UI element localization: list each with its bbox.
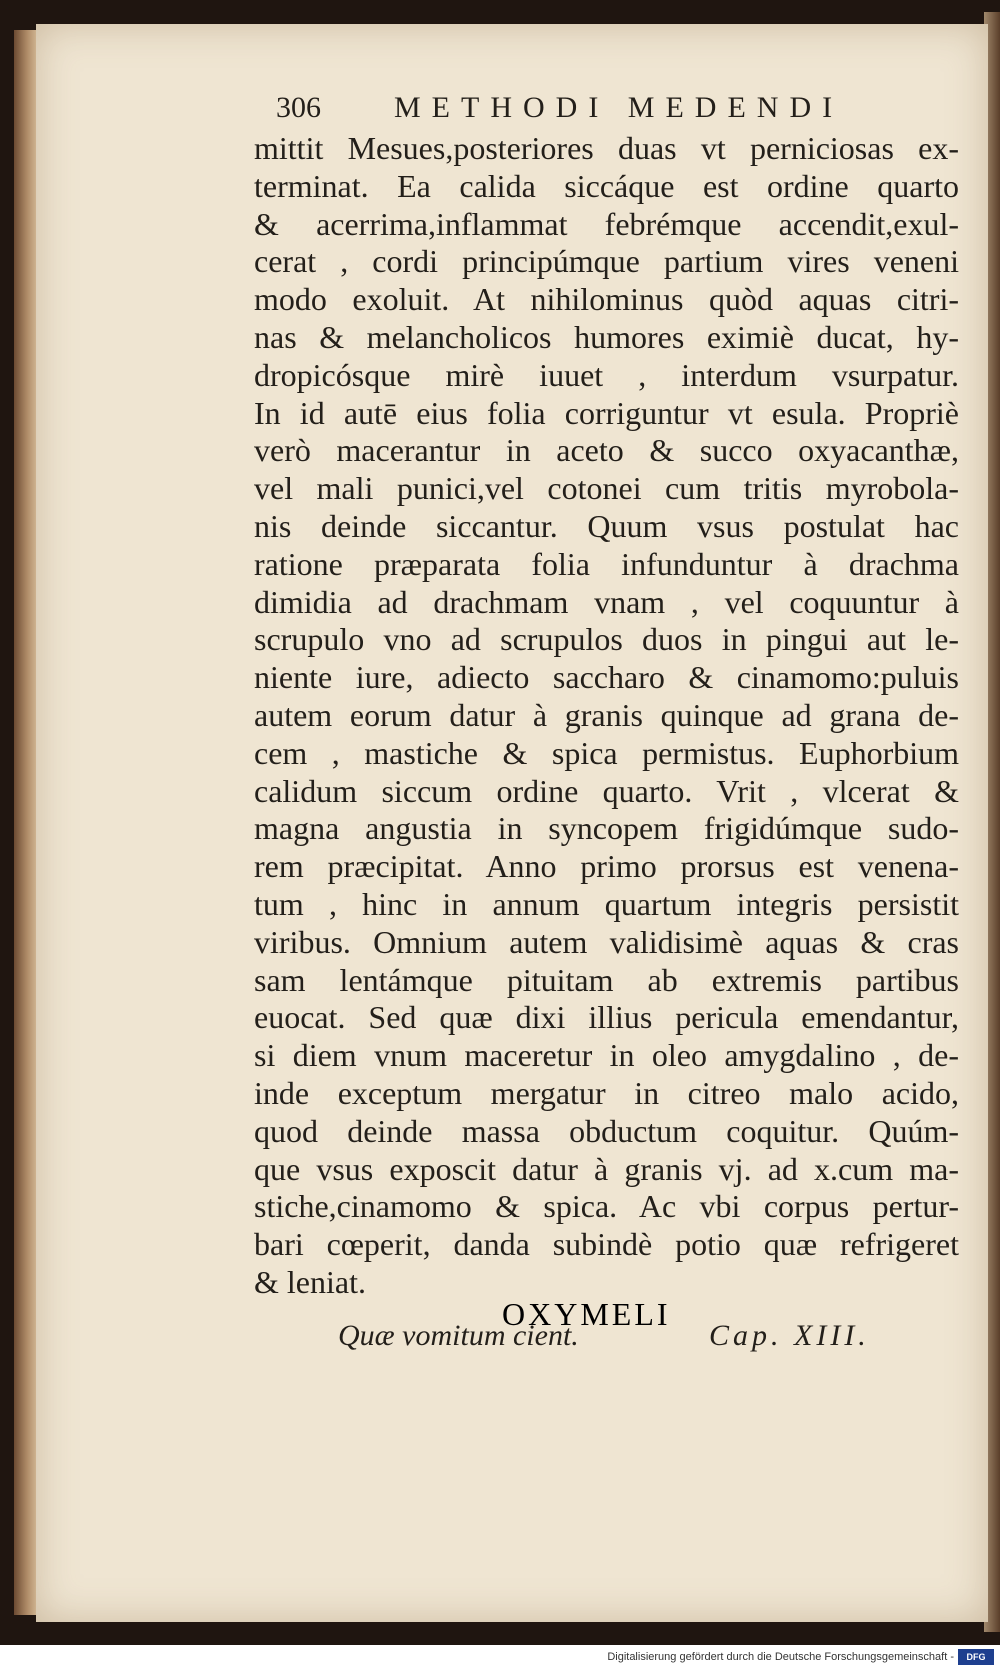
dfg-logo: DFG xyxy=(958,1649,994,1665)
running-head-title: METHODI MEDENDI xyxy=(394,91,844,124)
text-line: viribus. Omnium autem validisimè aquas & cras xyxy=(254,923,959,960)
text-line: calidum siccum ordine quarto. Vrit , vlcerat & xyxy=(254,772,959,809)
text-line: si diem vnum maceretur in oleo amygdalino , de- xyxy=(254,1037,959,1074)
chapter-number: Cap. XIII. xyxy=(709,1318,870,1352)
text-line: mittit Mesues,posteriores duas vt perniciosas ex- xyxy=(254,130,959,166)
text-line: inde exceptum mergatur in citreo malo acido, xyxy=(254,1074,959,1111)
text-line: bari cœperit, danda subindè potio quæ refrigeret xyxy=(254,1226,959,1263)
text-line: que vsus exposcit datur à granis vj. ad x.cum ma- xyxy=(254,1150,959,1187)
text-line: nas & melancholicos humores eximiè ducat, hy- xyxy=(254,318,959,355)
text-line: & leniat. xyxy=(254,1263,366,1300)
book-page xyxy=(36,24,988,1622)
text-line: quod deinde massa obductum coquitur. Quúm- xyxy=(254,1112,959,1149)
chapter-subject: Quæ vomitum cient. xyxy=(338,1318,579,1352)
text-line: euocat. Sed quæ dixi illius pericula emendantur, xyxy=(254,999,959,1036)
text-line: modo exoluit. At nihilominus quòd aquas citri- xyxy=(254,281,959,318)
text-line: rem præcipitat. Anno primo prorsus est venena- xyxy=(254,848,959,885)
text-line: cem , mastiche & spica permistus. Euphorbium xyxy=(254,734,959,771)
text-line: niente iure, adiecto saccharo & cinamomo:puluis xyxy=(254,659,959,696)
text-line: magna angustia in syncopem frigidúmque sudo- xyxy=(254,810,959,847)
text-line: sam lentámque pituitam ab extremis partibus xyxy=(254,961,959,998)
funding-credit: Digitalisierung gefördert durch die Deutsche Forschungsgemeinschaft - xyxy=(607,1651,954,1663)
text-line: dropicósque mirè iuuet , interdum vsurpatur. xyxy=(254,356,959,393)
text-line: verò macerantur in aceto & succo oxyacanthæ, xyxy=(254,432,959,469)
catchword: OXYMELI xyxy=(502,1296,671,1332)
text-line: & acerrima,inflammat febrémque accendit,exul- xyxy=(254,205,959,242)
text-line: vel mali punici,vel cotonei cum tritis myrobola- xyxy=(254,470,959,507)
body-text xyxy=(254,130,959,1302)
text-line: terminat. Ea calida siccáque est ordine quarto xyxy=(254,167,959,204)
book-binding-edge xyxy=(14,30,36,1615)
text-line: ratione præparata folia infunduntur à drachma xyxy=(254,545,959,582)
text-line: stiche,cinamomo & spica. Ac vbi corpus pertur- xyxy=(254,1188,959,1225)
text-line: cerat , cordi principúmque partium vires veneni xyxy=(254,243,959,280)
running-head xyxy=(254,86,959,130)
text-block xyxy=(254,86,959,1358)
page-number: 306 xyxy=(276,91,321,124)
text-line: dimidia ad drachmam vnam , vel coquuntur à xyxy=(254,583,959,620)
text-line: In id autē eius folia corriguntur vt esula. Propriè xyxy=(254,394,959,431)
text-line: autem eorum datur à granis quinque ad grana de- xyxy=(254,696,959,733)
text-line: scrupulo vno ad scrupulos duos in pingui aut le- xyxy=(254,621,959,658)
text-line: nis deinde siccantur. Quum vsus postulat hac xyxy=(254,507,959,544)
text-line: tum , hinc in annum quartum integris persistit xyxy=(254,885,959,922)
footer-bar xyxy=(0,1645,1000,1670)
